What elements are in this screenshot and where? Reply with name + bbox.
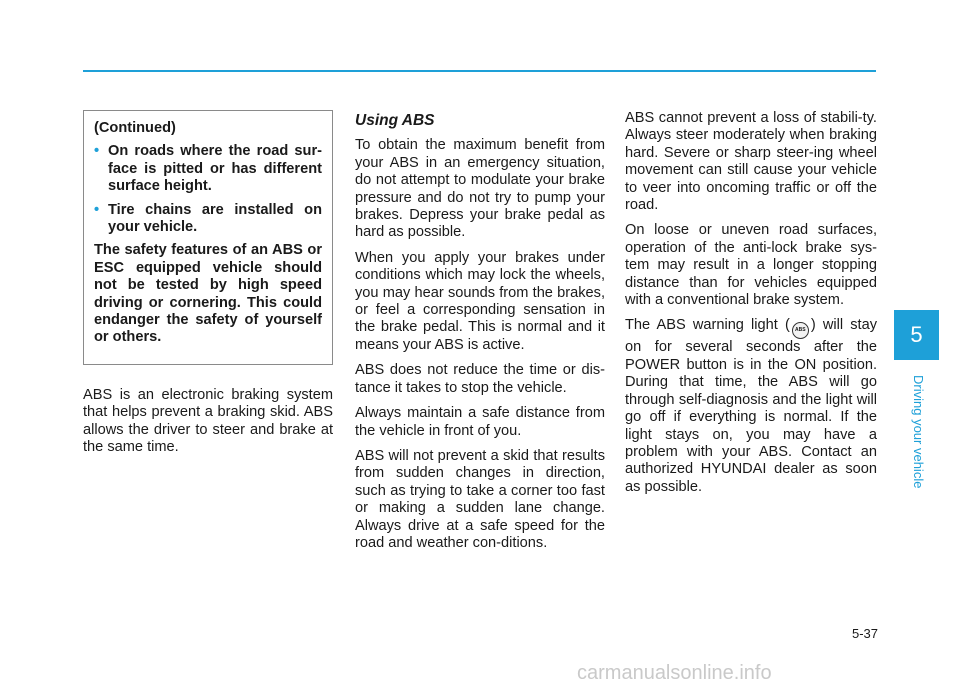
section-heading: Using ABS <box>355 112 435 129</box>
left-column <box>83 110 333 465</box>
body-paragraph <box>625 317 877 496</box>
warning-closing: The safety features of an ABS or ESC equipped vehicle should not be tested by high speed driving or cornering. This could endanger the safety of yourself or others. <box>94 242 322 346</box>
body-paragraph: When you apply your brakes under conditions which may lock the wheels, you may hear sounds from the brakes, or feel a corresponding sensation in the brake pedal. This is normal and it means your ABS is active. <box>355 249 605 353</box>
middle-column <box>355 110 605 560</box>
warning-box <box>83 110 333 365</box>
page-number: 5-37 <box>851 626 878 641</box>
warning-list <box>94 143 322 236</box>
text-fragment: ) will stay on for several seconds after the POWER button is in the ON position. During that time, the ABS will go through self-diagnosis and the light will go off if everything is normal. If the light stays on, you may have a problem with your ABS. Contact an authorized HYUNDAI dealer as soon as possible. <box>625 317 877 495</box>
right-column <box>625 110 877 504</box>
body-paragraph: ABS cannot prevent a loss of stabili-ty. Always steer moderately when braking hard. Severe or sharp steer-ing wheel movement can still cause your vehicle to veer into oncoming traffic or off the road. <box>625 110 877 214</box>
body-paragraph: ABS does not reduce the time or dis-tance it takes to stop the vehicle. <box>355 362 605 396</box>
body-paragraph: On loose or uneven road surfaces, operation of the anti-lock brake sys-tem may result in a longer stopping distance than for vehicles equipped with a conventional brake system. <box>625 222 877 309</box>
chapter-tab: 5 <box>894 310 939 360</box>
warning-continued: (Continued) <box>94 120 176 136</box>
body-paragraph: To obtain the maximum benefit from your ABS in an emergency situation, do not attempt to modulate your brake pressure and do not try to pump your brakes. Depress your brake pedal as hard as possible. <box>355 137 605 241</box>
intro-paragraph: ABS is an electronic braking system that helps prevent a braking skid. ABS allows the driver to steer and brake at the same time. <box>83 386 333 456</box>
body-paragraph: ABS will not prevent a skid that results from sudden changes in direction, such as trying to take a corner too fast or making a sudden lane change. Always drive at a safe speed for the road and weather con-ditions. <box>355 447 605 551</box>
warning-item <box>94 143 322 195</box>
warning-item <box>94 202 322 237</box>
abs-warning-light-icon: ABS <box>792 322 809 339</box>
watermark: carmanualsonline.info <box>577 662 772 684</box>
chapter-label: Driving your vehicle <box>911 375 926 489</box>
warning-item-text: Tire chains are installed on your vehicle. <box>108 201 322 236</box>
warning-item-text: On roads where the road sur-face is pitted or has different surface height. <box>108 143 322 195</box>
bullet-icon: • <box>94 201 100 218</box>
bullet-icon: • <box>94 143 100 160</box>
header-rule <box>83 70 876 72</box>
body-paragraph: Always maintain a safe distance from the vehicle in front of you. <box>355 405 605 439</box>
text-fragment: The ABS warning light ( <box>625 317 790 334</box>
